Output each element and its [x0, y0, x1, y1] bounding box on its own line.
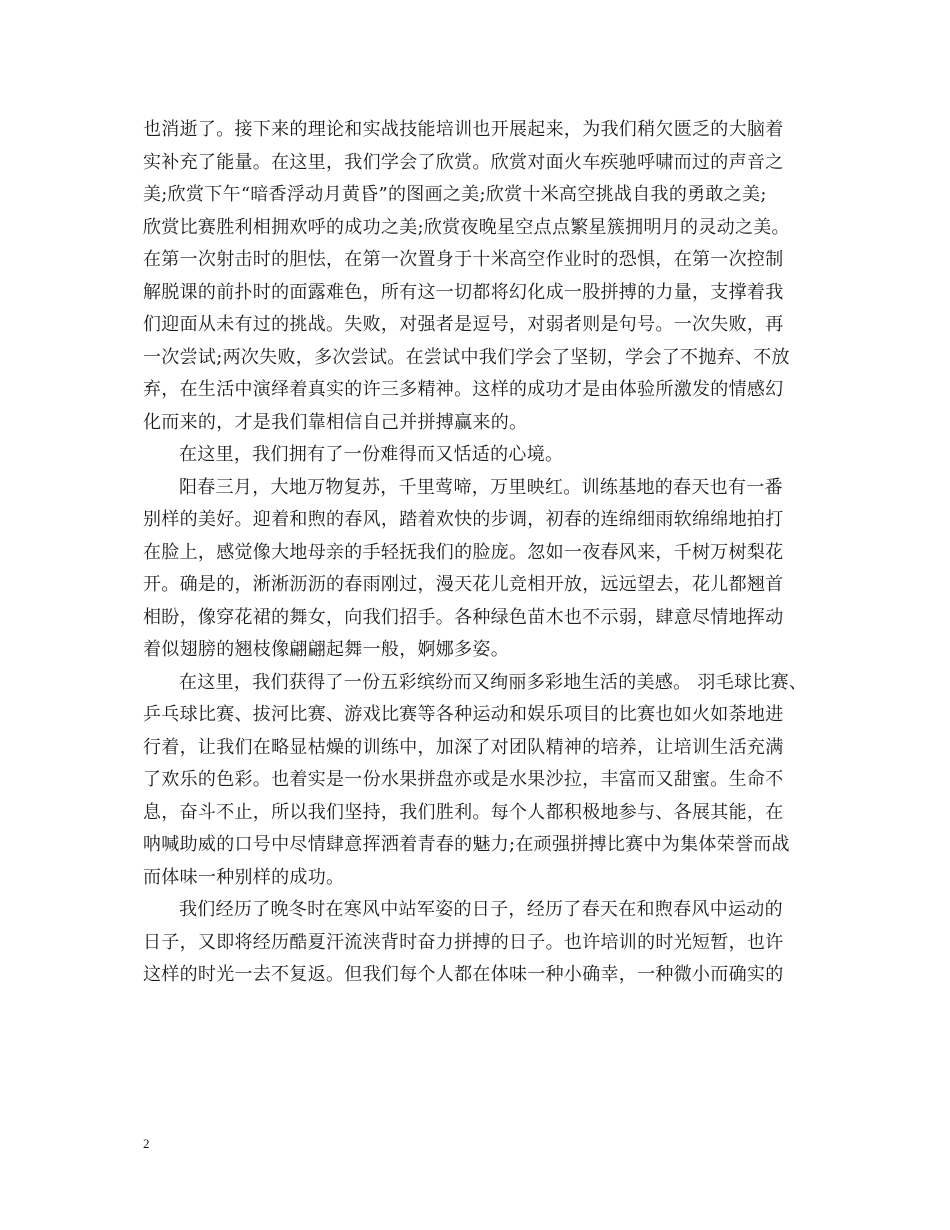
body-text	[143, 114, 813, 992]
text-line: 行着，让我们在略显枯燥的训练中，加深了对团队精神的培养，让培训生活充满	[143, 736, 784, 758]
text-line: 一次尝试;两次失败，多次尝试。在尝试中我们学会了坚韧，学会了不抛弃、不放	[143, 346, 790, 368]
text-line: 实补充了能量。在这里，我们学会了欣赏。欣赏对面火车疾驰呼啸而过的声音之	[143, 151, 784, 173]
text-line: 相盼，像穿花裙的舞女，向我们招手。各种绿色苗木也不示弱，肆意尽情地挥动	[143, 606, 784, 628]
text-line: 也消逝了。接下来的理论和实战技能培训也开展起来，为我们稍欠匮乏的大脑着	[143, 119, 784, 140]
text-line: 日子，又即将经历酷夏汗流浃背时奋力拼搏的日子。也许培训的时光短暂，也许	[143, 931, 784, 953]
paragraph-start-line: 在这里，我们获得了一份五彩缤纷而又绚丽多彩地生活的美感。 羽毛球比赛、	[179, 671, 808, 693]
text-line: 呐喊助威的口号中尽情肆意挥洒着青春的魅力;在顽强拼搏比赛中为集体荣誉而战	[143, 834, 790, 855]
text-line: 乒乓球比赛、拔河比赛、游戏比赛等各种运动和娱乐项目的比赛也如火如荼地进	[143, 704, 784, 725]
paragraph-start-line: 阳春三月，大地万物复苏，千里莺啼，万里映红。训练基地的春天也有一番	[179, 476, 783, 498]
page-number: 2	[143, 1136, 150, 1151]
text-line: 在第一次射击时的胆怯，在第一次置身于十米高空作业时的恐惧，在第一次控制	[143, 249, 784, 270]
text-line: 美;欣赏下午“暗香浮动月黄昏”的图画之美;欣赏十米高空挑战自我的勇敢之美;	[143, 184, 767, 205]
text-line: 着似翅膀的翘枝像翩翩起舞一般，婀娜多姿。	[143, 639, 509, 660]
text-line: 这样的时光一去不复返。但我们每个人都在体味一种小确幸，一种微小而确实的	[143, 964, 784, 985]
text-line: 弃，在生活中演绎着真实的许三多精神。这样的成功才是由体验所激发的情感幻	[143, 379, 784, 400]
text-line: 了欢乐的色彩。也着实是一份水果拼盘亦或是水果沙拉，丰富而又甜蜜。生命不	[143, 769, 784, 790]
text-line: 在脸上，感觉像大地母亲的手轻抚我们的脸庞。忽如一夜春风来，千树万树梨花	[143, 541, 784, 563]
paragraph-start-line: 我们经历了晚冬时在寒风中站军姿的日子，经历了春天在和煦春风中运动的	[179, 899, 783, 920]
text-line: 化而来的，才是我们靠相信自己并拼搏赢来的。	[143, 411, 528, 433]
text-line: 而体味一种别样的成功。	[143, 866, 345, 888]
text-line: 开。确是的，淅淅沥沥的春雨刚过，漫天花儿竞相开放，远远望去，花儿都翘首	[143, 574, 784, 595]
text-line: 解脱课的前扑时的面露难色，所有这一切都将幻化成一股拼搏的力量，支撑着我	[143, 281, 784, 303]
text-line: 别样的美好。迎着和煦的春风，踏着欢快的步调，初春的连绵细雨软绵绵地拍打	[143, 509, 784, 530]
text-line: 欣赏比赛胜利相拥欢呼的成功之美;欣赏夜晚星空点点繁星簇拥明月的灵动之美。	[143, 216, 790, 238]
paragraph-start-line: 在这里，我们拥有了一份难得而又恬适的心境。	[179, 444, 564, 465]
text-line: 们迎面从未有过的挑战。失败，对强者是逗号，对弱者则是句号。一次失败，再	[143, 314, 784, 335]
text-line: 息，奋斗不止，所以我们坚持，我们胜利。每个人都积极地参与、各展其能，在	[143, 801, 784, 823]
